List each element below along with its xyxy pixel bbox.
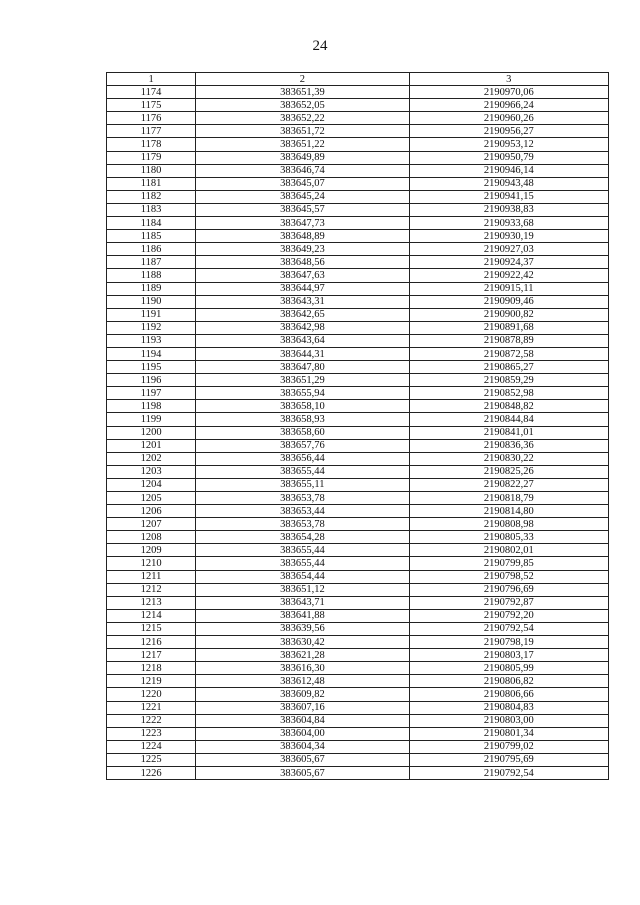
table-row xyxy=(107,203,609,216)
x-coordinate-cell: 383651,39 xyxy=(196,86,409,99)
y-coordinate-cell: 2190806,66 xyxy=(409,688,608,701)
x-coordinate-cell: 383616,30 xyxy=(196,662,409,675)
table-row xyxy=(107,583,609,596)
y-coordinate-cell: 2190900,82 xyxy=(409,308,608,321)
y-coordinate-cell: 2190865,27 xyxy=(409,361,608,374)
x-coordinate-cell: 383655,44 xyxy=(196,544,409,557)
table-row xyxy=(107,282,609,295)
point-number-cell: 1217 xyxy=(107,649,196,662)
point-number-cell: 1199 xyxy=(107,413,196,426)
y-coordinate-cell: 2190798,52 xyxy=(409,570,608,583)
point-number-cell: 1211 xyxy=(107,570,196,583)
table-row xyxy=(107,347,609,360)
y-coordinate-cell: 2190792,20 xyxy=(409,609,608,622)
table-row xyxy=(107,295,609,308)
y-coordinate-cell: 2190796,69 xyxy=(409,583,608,596)
y-coordinate-cell: 2190960,26 xyxy=(409,112,608,125)
point-number-cell: 1225 xyxy=(107,753,196,766)
point-number-cell: 1212 xyxy=(107,583,196,596)
point-number-cell: 1203 xyxy=(107,465,196,478)
table-row xyxy=(107,492,609,505)
y-coordinate-cell: 2190825,26 xyxy=(409,465,608,478)
y-coordinate-cell: 2190792,54 xyxy=(409,766,608,779)
point-number-cell: 1222 xyxy=(107,714,196,727)
column-header-1: 1 xyxy=(107,73,196,86)
page-number: 24 xyxy=(312,38,328,54)
x-coordinate-cell: 383652,05 xyxy=(196,99,409,112)
y-coordinate-cell: 2190891,68 xyxy=(409,321,608,334)
point-number-cell: 1218 xyxy=(107,662,196,675)
point-number-cell: 1210 xyxy=(107,557,196,570)
table-row xyxy=(107,400,609,413)
point-number-cell: 1188 xyxy=(107,269,196,282)
point-number-cell: 1198 xyxy=(107,400,196,413)
table-row xyxy=(107,125,609,138)
table-row xyxy=(107,505,609,518)
y-coordinate-cell: 2190909,46 xyxy=(409,295,608,308)
x-coordinate-cell: 383649,89 xyxy=(196,151,409,164)
table-row xyxy=(107,112,609,125)
column-header-2: 2 xyxy=(196,73,409,86)
point-number-cell: 1194 xyxy=(107,347,196,360)
table-row xyxy=(107,688,609,701)
table-row xyxy=(107,86,609,99)
y-coordinate-cell: 2190804,83 xyxy=(409,701,608,714)
point-number-cell: 1176 xyxy=(107,112,196,125)
y-coordinate-cell: 2190933,68 xyxy=(409,217,608,230)
table-row xyxy=(107,308,609,321)
point-number-cell: 1180 xyxy=(107,164,196,177)
point-number-cell: 1178 xyxy=(107,138,196,151)
x-coordinate-cell: 383643,64 xyxy=(196,334,409,347)
x-coordinate-cell: 383651,22 xyxy=(196,138,409,151)
table-row xyxy=(107,465,609,478)
table-row xyxy=(107,413,609,426)
point-number-cell: 1190 xyxy=(107,295,196,308)
table-row xyxy=(107,151,609,164)
y-coordinate-cell: 2190802,01 xyxy=(409,544,608,557)
x-coordinate-cell: 383655,11 xyxy=(196,478,409,491)
y-coordinate-cell: 2190970,06 xyxy=(409,86,608,99)
x-coordinate-cell: 383648,56 xyxy=(196,256,409,269)
x-coordinate-cell: 383643,71 xyxy=(196,596,409,609)
x-coordinate-cell: 383643,31 xyxy=(196,295,409,308)
x-coordinate-cell: 383612,48 xyxy=(196,675,409,688)
y-coordinate-cell: 2190808,98 xyxy=(409,518,608,531)
point-number-cell: 1204 xyxy=(107,478,196,491)
x-coordinate-cell: 383647,73 xyxy=(196,217,409,230)
point-number-cell: 1219 xyxy=(107,675,196,688)
table-row xyxy=(107,570,609,583)
point-number-cell: 1216 xyxy=(107,636,196,649)
table-row xyxy=(107,387,609,400)
y-coordinate-cell: 2190950,79 xyxy=(409,151,608,164)
point-number-cell: 1179 xyxy=(107,151,196,164)
x-coordinate-cell: 383604,00 xyxy=(196,727,409,740)
y-coordinate-cell: 2190930,19 xyxy=(409,230,608,243)
table-row xyxy=(107,256,609,269)
x-coordinate-cell: 383655,94 xyxy=(196,387,409,400)
x-coordinate-cell: 383647,63 xyxy=(196,269,409,282)
point-number-cell: 1206 xyxy=(107,505,196,518)
x-coordinate-cell: 383642,65 xyxy=(196,308,409,321)
x-coordinate-cell: 383648,89 xyxy=(196,230,409,243)
table-row xyxy=(107,217,609,230)
x-coordinate-cell: 383645,24 xyxy=(196,190,409,203)
y-coordinate-cell: 2190938,83 xyxy=(409,203,608,216)
table-header-row xyxy=(107,73,609,86)
table-row xyxy=(107,321,609,334)
y-coordinate-cell: 2190822,27 xyxy=(409,478,608,491)
table-row xyxy=(107,714,609,727)
coordinates-table xyxy=(106,72,609,780)
table-row xyxy=(107,243,609,256)
table-row xyxy=(107,727,609,740)
table-row xyxy=(107,531,609,544)
x-coordinate-cell: 383630,42 xyxy=(196,636,409,649)
y-coordinate-cell: 2190799,85 xyxy=(409,557,608,570)
x-coordinate-cell: 383653,78 xyxy=(196,492,409,505)
x-coordinate-cell: 383657,76 xyxy=(196,439,409,452)
x-coordinate-cell: 383604,34 xyxy=(196,740,409,753)
y-coordinate-cell: 2190818,79 xyxy=(409,492,608,505)
y-coordinate-cell: 2190836,36 xyxy=(409,439,608,452)
table-row xyxy=(107,334,609,347)
y-coordinate-cell: 2190859,29 xyxy=(409,374,608,387)
x-coordinate-cell: 383605,67 xyxy=(196,753,409,766)
table-row xyxy=(107,622,609,635)
y-coordinate-cell: 2190801,34 xyxy=(409,727,608,740)
column-header-3: 3 xyxy=(409,73,608,86)
y-coordinate-cell: 2190814,80 xyxy=(409,505,608,518)
y-coordinate-cell: 2190830,22 xyxy=(409,452,608,465)
x-coordinate-cell: 383604,84 xyxy=(196,714,409,727)
table-row xyxy=(107,426,609,439)
point-number-cell: 1209 xyxy=(107,544,196,557)
x-coordinate-cell: 383654,44 xyxy=(196,570,409,583)
x-coordinate-cell: 383645,57 xyxy=(196,203,409,216)
table-row xyxy=(107,452,609,465)
x-coordinate-cell: 383658,60 xyxy=(196,426,409,439)
table-row xyxy=(107,544,609,557)
y-coordinate-cell: 2190943,48 xyxy=(409,177,608,190)
y-coordinate-cell: 2190792,54 xyxy=(409,622,608,635)
x-coordinate-cell: 383649,23 xyxy=(196,243,409,256)
y-coordinate-cell: 2190924,37 xyxy=(409,256,608,269)
x-coordinate-cell: 383646,74 xyxy=(196,164,409,177)
point-number-cell: 1181 xyxy=(107,177,196,190)
table-row xyxy=(107,740,609,753)
table-row xyxy=(107,374,609,387)
x-coordinate-cell: 383653,44 xyxy=(196,505,409,518)
table-row xyxy=(107,518,609,531)
y-coordinate-cell: 2190922,42 xyxy=(409,269,608,282)
table-row xyxy=(107,361,609,374)
y-coordinate-cell: 2190803,17 xyxy=(409,649,608,662)
table-row xyxy=(107,609,609,622)
y-coordinate-cell: 2190848,82 xyxy=(409,400,608,413)
x-coordinate-cell: 383607,16 xyxy=(196,701,409,714)
point-number-cell: 1221 xyxy=(107,701,196,714)
table-row xyxy=(107,662,609,675)
point-number-cell: 1202 xyxy=(107,452,196,465)
point-number-cell: 1175 xyxy=(107,99,196,112)
x-coordinate-cell: 383645,07 xyxy=(196,177,409,190)
point-number-cell: 1192 xyxy=(107,321,196,334)
table-row xyxy=(107,99,609,112)
table-row xyxy=(107,701,609,714)
y-coordinate-cell: 2190798,19 xyxy=(409,636,608,649)
table-body xyxy=(107,86,609,780)
y-coordinate-cell: 2190927,03 xyxy=(409,243,608,256)
x-coordinate-cell: 383651,12 xyxy=(196,583,409,596)
point-number-cell: 1185 xyxy=(107,230,196,243)
point-number-cell: 1182 xyxy=(107,190,196,203)
y-coordinate-cell: 2190966,24 xyxy=(409,99,608,112)
point-number-cell: 1215 xyxy=(107,622,196,635)
y-coordinate-cell: 2190841,01 xyxy=(409,426,608,439)
table-row xyxy=(107,269,609,282)
point-number-cell: 1220 xyxy=(107,688,196,701)
y-coordinate-cell: 2190799,02 xyxy=(409,740,608,753)
table-row xyxy=(107,190,609,203)
x-coordinate-cell: 383609,82 xyxy=(196,688,409,701)
x-coordinate-cell: 383641,88 xyxy=(196,609,409,622)
point-number-cell: 1186 xyxy=(107,243,196,256)
point-number-cell: 1195 xyxy=(107,361,196,374)
point-number-cell: 1214 xyxy=(107,609,196,622)
point-number-cell: 1191 xyxy=(107,308,196,321)
x-coordinate-cell: 383621,28 xyxy=(196,649,409,662)
y-coordinate-cell: 2190806,82 xyxy=(409,675,608,688)
point-number-cell: 1193 xyxy=(107,334,196,347)
x-coordinate-cell: 383652,22 xyxy=(196,112,409,125)
point-number-cell: 1174 xyxy=(107,86,196,99)
x-coordinate-cell: 383647,80 xyxy=(196,361,409,374)
y-coordinate-cell: 2190946,14 xyxy=(409,164,608,177)
x-coordinate-cell: 383658,93 xyxy=(196,413,409,426)
point-number-cell: 1224 xyxy=(107,740,196,753)
table-row xyxy=(107,177,609,190)
x-coordinate-cell: 383654,28 xyxy=(196,531,409,544)
y-coordinate-cell: 2190844,84 xyxy=(409,413,608,426)
x-coordinate-cell: 383642,98 xyxy=(196,321,409,334)
y-coordinate-cell: 2190792,87 xyxy=(409,596,608,609)
x-coordinate-cell: 383644,31 xyxy=(196,347,409,360)
point-number-cell: 1208 xyxy=(107,531,196,544)
table-row xyxy=(107,649,609,662)
y-coordinate-cell: 2190852,98 xyxy=(409,387,608,400)
x-coordinate-cell: 383651,72 xyxy=(196,125,409,138)
x-coordinate-cell: 383651,29 xyxy=(196,374,409,387)
point-number-cell: 1196 xyxy=(107,374,196,387)
y-coordinate-cell: 2190872,58 xyxy=(409,347,608,360)
table-row xyxy=(107,138,609,151)
table-row xyxy=(107,478,609,491)
y-coordinate-cell: 2190805,33 xyxy=(409,531,608,544)
table-row xyxy=(107,230,609,243)
point-number-cell: 1207 xyxy=(107,518,196,531)
point-number-cell: 1187 xyxy=(107,256,196,269)
point-number-cell: 1223 xyxy=(107,727,196,740)
y-coordinate-cell: 2190915,11 xyxy=(409,282,608,295)
table-row xyxy=(107,596,609,609)
point-number-cell: 1226 xyxy=(107,766,196,779)
y-coordinate-cell: 2190953,12 xyxy=(409,138,608,151)
point-number-cell: 1184 xyxy=(107,217,196,230)
y-coordinate-cell: 2190805,99 xyxy=(409,662,608,675)
table-row xyxy=(107,766,609,779)
y-coordinate-cell: 2190803,00 xyxy=(409,714,608,727)
x-coordinate-cell: 383658,10 xyxy=(196,400,409,413)
point-number-cell: 1197 xyxy=(107,387,196,400)
x-coordinate-cell: 383605,67 xyxy=(196,766,409,779)
x-coordinate-cell: 383644,97 xyxy=(196,282,409,295)
point-number-cell: 1201 xyxy=(107,439,196,452)
point-number-cell: 1213 xyxy=(107,596,196,609)
y-coordinate-cell: 2190878,89 xyxy=(409,334,608,347)
x-coordinate-cell: 383639,56 xyxy=(196,622,409,635)
point-number-cell: 1189 xyxy=(107,282,196,295)
table-row xyxy=(107,675,609,688)
table-row xyxy=(107,636,609,649)
y-coordinate-cell: 2190941,15 xyxy=(409,190,608,203)
x-coordinate-cell: 383653,78 xyxy=(196,518,409,531)
y-coordinate-cell: 2190795,69 xyxy=(409,753,608,766)
x-coordinate-cell: 383655,44 xyxy=(196,465,409,478)
point-number-cell: 1183 xyxy=(107,203,196,216)
x-coordinate-cell: 383655,44 xyxy=(196,557,409,570)
point-number-cell: 1200 xyxy=(107,426,196,439)
table-row xyxy=(107,439,609,452)
y-coordinate-cell: 2190956,27 xyxy=(409,125,608,138)
table-row xyxy=(107,753,609,766)
table-row xyxy=(107,557,609,570)
table-row xyxy=(107,164,609,177)
point-number-cell: 1177 xyxy=(107,125,196,138)
point-number-cell: 1205 xyxy=(107,492,196,505)
x-coordinate-cell: 383656,44 xyxy=(196,452,409,465)
